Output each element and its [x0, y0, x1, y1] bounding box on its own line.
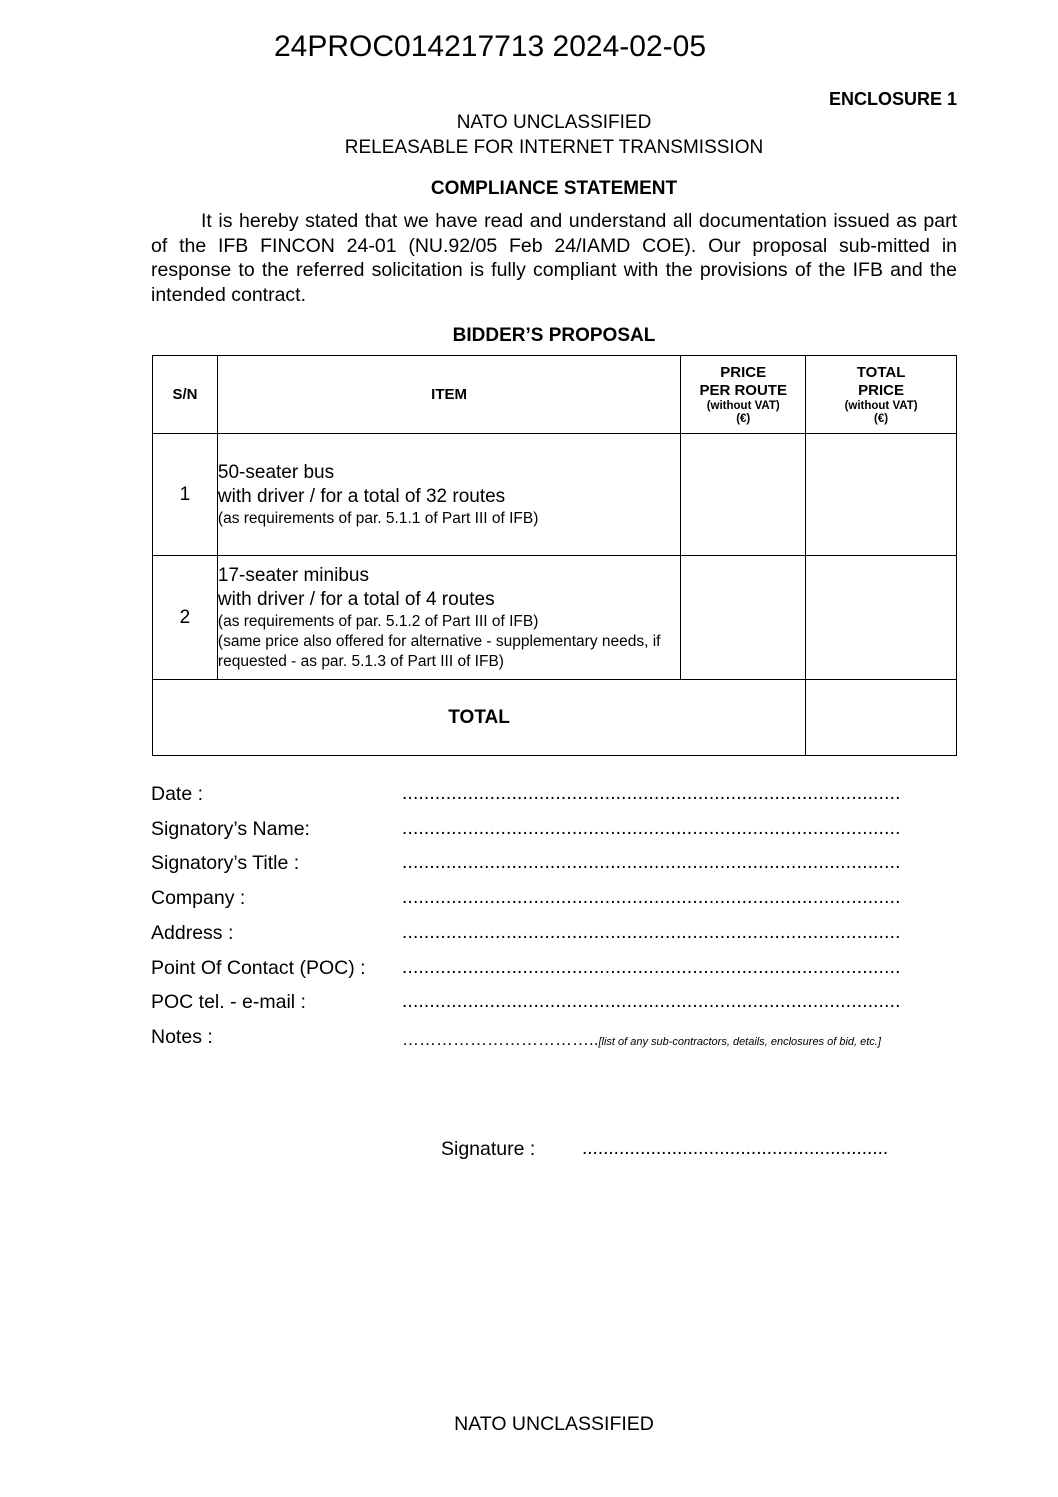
price-per-route-cell[interactable] [681, 434, 806, 556]
signature-label: Signature : [441, 1138, 536, 1160]
table-header-row [153, 356, 957, 434]
header-price-note: (without VAT) [706, 399, 780, 412]
total-price-cell[interactable] [806, 556, 957, 680]
header-price-line2: PER ROUTE [699, 381, 787, 399]
compliance-title: COMPLIANCE STATEMENT [430, 178, 678, 199]
item-name: 17-seater minibus [217, 564, 369, 586]
releasability-header: RELEASABLE FOR INTERNET TRANSMISSION [344, 137, 764, 158]
header-total-unit: (€) [874, 412, 889, 425]
notes-hint: [list of any sub-contractors, details, enclosures of bid, etc.] [598, 1036, 881, 1048]
company-field[interactable]: ........................................................................................... [402, 887, 901, 908]
header-total-line2: PRICE [858, 381, 904, 399]
price-per-route-cell[interactable] [681, 556, 806, 680]
row-sn: 2 [153, 556, 218, 680]
header-sn: S/N [153, 356, 218, 434]
document-id: 24PROC014217713 2024-02-05 [274, 30, 706, 63]
notes-label: Notes : [151, 1026, 213, 1048]
date-field[interactable]: ........................................................................................... [402, 783, 901, 804]
row-item [217, 556, 680, 680]
poc-contact-label: POC tel. - e-mail : [151, 991, 306, 1013]
grand-total-cell[interactable] [806, 680, 957, 756]
header-price-per-route [681, 356, 806, 434]
total-label: TOTAL [153, 680, 806, 756]
company-label: Company : [151, 887, 246, 909]
header-price-unit: (€) [736, 412, 751, 425]
classification-header: NATO UNCLASSIFIED [456, 112, 652, 133]
total-price-cell[interactable] [806, 434, 957, 556]
table-row [153, 434, 957, 556]
header-item: ITEM [217, 356, 680, 434]
item-requirement: (as requirements of par. 5.1.2 of Part III of IFB) [217, 612, 539, 630]
classification-footer: NATO UNCLASSIFIED [454, 1413, 654, 1435]
poc-label: Point Of Contact (POC) : [151, 957, 366, 979]
signatory-title-field[interactable]: ........................................................................................... [402, 852, 901, 873]
item-note: (same price also offered for alternative - supplementary needs, if requested - as par. 5.1.3 of Part III of IFB) [217, 632, 661, 670]
item-detail: with driver / for a total of 4 routes [217, 588, 495, 610]
signatory-name-field[interactable]: ........................................................................................... [402, 818, 901, 839]
compliance-paragraph: It is hereby stated that we have read and understand all documentation issued as part of the IFB FINCON 24-01 (NU.92/05 Feb 24/IAMD COE). Our proposal sub-mitted in response to the referred solicitation is fully compliant with the provisions of the IFB and the intended contract. [151, 210, 957, 306]
header-total-line1: TOTAL [856, 363, 906, 381]
total-row [153, 680, 957, 756]
poc-contact-field[interactable]: ........................................................................................... [402, 991, 901, 1012]
signature-field[interactable]: .......................................................... [582, 1138, 889, 1159]
date-label: Date : [151, 783, 204, 805]
enclosure-label: ENCLOSURE 1 [828, 89, 957, 109]
notes-dots: …………………………….. [402, 1030, 599, 1049]
header-total-price [806, 356, 957, 434]
signatory-name-label: Signatory’s Name: [151, 818, 310, 840]
row-sn: 1 [153, 434, 218, 556]
signatory-title-label: Signatory’s Title : [151, 852, 300, 874]
table-row [153, 556, 957, 680]
address-field[interactable]: ........................................................................................... [402, 922, 901, 943]
item-name: 50-seater bus [217, 461, 335, 483]
poc-field[interactable]: ........................................................................................... [402, 957, 901, 978]
notes-field[interactable] [402, 1031, 957, 1051]
proposal-table [152, 355, 957, 756]
header-total-note: (without VAT) [844, 399, 918, 412]
address-label: Address : [151, 922, 234, 944]
item-detail: with driver / for a total of 32 routes [217, 485, 506, 507]
item-requirement: (as requirements of par. 5.1.1 of Part III of IFB) [217, 509, 539, 527]
row-item [217, 434, 680, 556]
header-price-line1: PRICE [720, 363, 767, 381]
proposal-title: BIDDER’S PROPOSAL [452, 325, 656, 346]
